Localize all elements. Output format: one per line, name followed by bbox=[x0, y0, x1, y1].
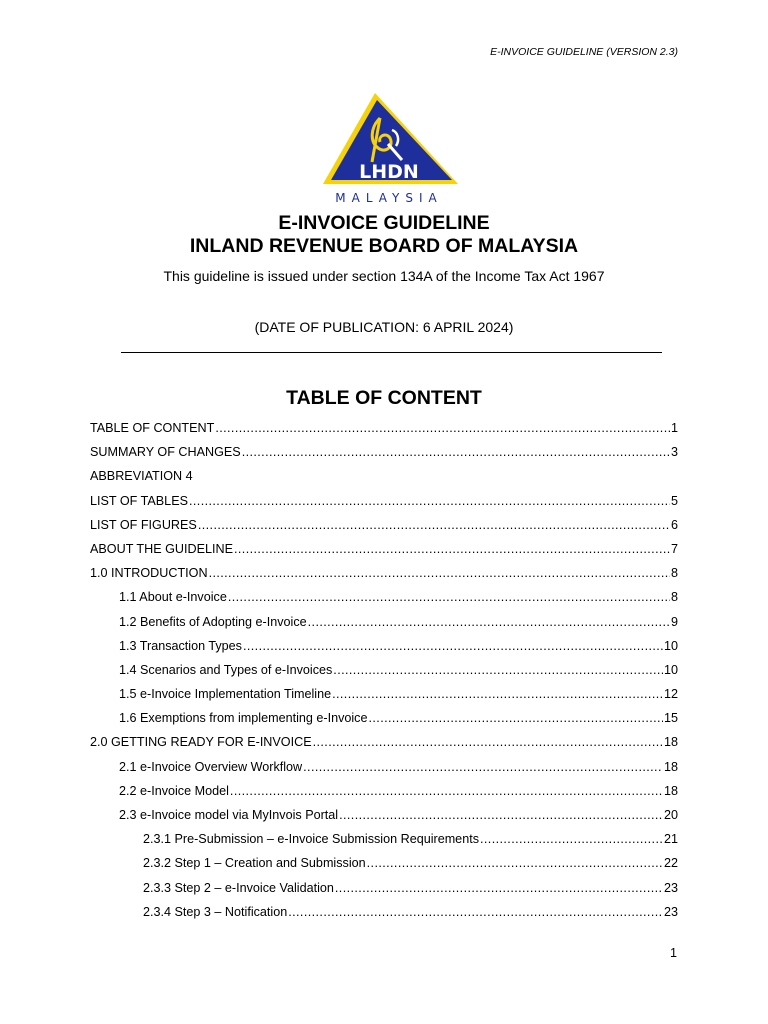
toc-leader-dots bbox=[198, 513, 670, 537]
toc-entry[interactable] bbox=[90, 489, 678, 513]
toc-entry[interactable] bbox=[90, 851, 678, 875]
toc-entry[interactable] bbox=[90, 634, 678, 658]
publication-date: (DATE OF PUBLICATION: 6 APRIL 2024) bbox=[254, 319, 514, 335]
toc-entry[interactable] bbox=[90, 730, 678, 754]
toc-leader-dots bbox=[234, 537, 670, 561]
toc-entry[interactable] bbox=[90, 464, 678, 488]
toc-entry-label: 2.0 GETTING READY FOR E-INVOICE bbox=[90, 735, 312, 750]
table-of-contents bbox=[90, 416, 678, 924]
logo-text: LHDN bbox=[359, 161, 419, 183]
toc-entry-label: TABLE OF CONTENT bbox=[90, 421, 215, 435]
toc-entry-label: 2.3 e-Invoice model via MyInvois Portal bbox=[119, 808, 339, 822]
toc-entry-page: 22 bbox=[663, 856, 678, 871]
toc-leader-dots bbox=[209, 561, 670, 585]
toc-entry-page: 21 bbox=[663, 832, 678, 847]
toc-entry-label: LIST OF TABLES bbox=[90, 493, 188, 508]
toc-leader-dots bbox=[369, 706, 663, 730]
document-title: E-INVOICE GUIDELINE bbox=[278, 212, 490, 234]
toc-leader-dots bbox=[303, 755, 663, 779]
toc-leader-dots bbox=[243, 634, 663, 658]
toc-entry-label: LIST OF FIGURES bbox=[90, 517, 197, 532]
document-organization: INLAND REVENUE BOARD OF MALAYSIA bbox=[189, 235, 579, 257]
toc-entry-label: ABOUT THE GUIDELINE bbox=[90, 541, 233, 556]
toc-entry-page: 20 bbox=[663, 808, 678, 822]
toc-leader-dots bbox=[288, 900, 663, 924]
toc-entry[interactable] bbox=[90, 682, 678, 706]
lhdn-emblem-icon bbox=[318, 90, 464, 208]
toc-leader-dots bbox=[308, 610, 670, 634]
toc-entry-page: 3 bbox=[670, 445, 678, 460]
toc-entry-label: 1.6 Exemptions from implementing e-Invoice bbox=[119, 711, 368, 726]
toc-entry-label: 2.3.2 Step 1 – Creation and Submission bbox=[143, 856, 366, 871]
toc-entry-label: 2.3.3 Step 2 – e-Invoice Validation bbox=[143, 880, 334, 895]
toc-entry-page: 10 bbox=[663, 638, 678, 653]
toc-entry-label: 2.3.4 Step 3 – Notification bbox=[143, 904, 288, 919]
toc-entry-label: 1.4 Scenarios and Types of e-Invoices bbox=[119, 662, 333, 677]
toc-entry-page: 18 bbox=[663, 759, 678, 774]
toc-entry-page: 6 bbox=[670, 517, 678, 532]
toc-entry-page: 5 bbox=[670, 493, 678, 508]
toc-entry-label: 1.5 e-Invoice Implementation Timeline bbox=[119, 687, 332, 702]
horizontal-divider bbox=[121, 352, 662, 353]
toc-entry[interactable] bbox=[90, 416, 678, 440]
toc-entry-page: 10 bbox=[663, 662, 678, 677]
toc-entry-label: ABBREVIATION 4 bbox=[90, 469, 193, 484]
toc-leader-dots bbox=[215, 416, 670, 440]
toc-entry-label: 1.3 Transaction Types bbox=[119, 638, 242, 653]
toc-heading: TABLE OF CONTENT bbox=[286, 387, 482, 409]
toc-leader-dots bbox=[335, 876, 663, 900]
toc-entry[interactable] bbox=[90, 779, 678, 803]
toc-entry[interactable] bbox=[90, 513, 678, 537]
document-subtitle: This guideline is issued under section 134A of the Income Tax Act 1967 bbox=[163, 268, 605, 284]
toc-entry-label: 1.2 Benefits of Adopting e-Invoice bbox=[119, 614, 307, 629]
toc-entry-label: 2.1 e-Invoice Overview Workflow bbox=[119, 759, 303, 774]
toc-entry-page: 23 bbox=[663, 904, 678, 919]
toc-entry[interactable] bbox=[90, 900, 678, 924]
toc-entry-page: 8 bbox=[670, 590, 678, 605]
toc-entry-page: 1 bbox=[670, 421, 678, 435]
toc-entry-page: 9 bbox=[670, 614, 678, 629]
toc-entry-page: 8 bbox=[670, 566, 678, 581]
toc-entry[interactable] bbox=[90, 803, 678, 827]
toc-entry[interactable] bbox=[90, 561, 678, 585]
toc-entry-page: 12 bbox=[663, 687, 678, 702]
toc-leader-dots bbox=[339, 803, 663, 827]
toc-entry-label: 2.3.1 Pre-Submission – e-Invoice Submission Requirements bbox=[143, 832, 479, 847]
toc-entry[interactable] bbox=[90, 706, 678, 730]
toc-leader-dots bbox=[228, 585, 670, 609]
toc-entry-label: 2.2 e-Invoice Model bbox=[119, 783, 229, 798]
toc-entry[interactable] bbox=[90, 537, 678, 561]
toc-entry[interactable] bbox=[90, 658, 678, 682]
toc-entry-page: 23 bbox=[663, 880, 678, 895]
toc-leader-dots bbox=[480, 827, 663, 851]
toc-entry-label: 1.1 About e-Invoice bbox=[119, 590, 227, 605]
toc-leader-dots bbox=[313, 730, 663, 754]
running-header: E-INVOICE GUIDELINE (VERSION 2.3) bbox=[490, 46, 678, 58]
toc-entry-page: 15 bbox=[663, 711, 678, 726]
toc-leader-dots bbox=[367, 851, 663, 875]
toc-leader-dots bbox=[242, 440, 670, 464]
toc-entry[interactable] bbox=[90, 827, 678, 851]
toc-entry[interactable] bbox=[90, 876, 678, 900]
page-number: 1 bbox=[669, 946, 677, 960]
toc-leader-dots bbox=[230, 779, 663, 803]
toc-entry[interactable] bbox=[90, 585, 678, 609]
logo-subtext: MALAYSIA bbox=[335, 191, 443, 205]
toc-entry-page: 18 bbox=[663, 735, 678, 750]
toc-entry[interactable] bbox=[90, 755, 678, 779]
toc-entry-label: 1.0 INTRODUCTION bbox=[90, 566, 208, 581]
toc-entry-page: 18 bbox=[663, 783, 678, 798]
toc-entry-label: SUMMARY OF CHANGES bbox=[90, 445, 241, 460]
toc-leader-dots bbox=[332, 682, 663, 706]
toc-entry[interactable] bbox=[90, 610, 678, 634]
toc-leader-dots bbox=[189, 489, 670, 513]
toc-entry[interactable] bbox=[90, 440, 678, 464]
toc-entry-page: 7 bbox=[670, 541, 678, 556]
lhdn-logo bbox=[318, 90, 464, 208]
toc-leader-dots bbox=[333, 658, 663, 682]
